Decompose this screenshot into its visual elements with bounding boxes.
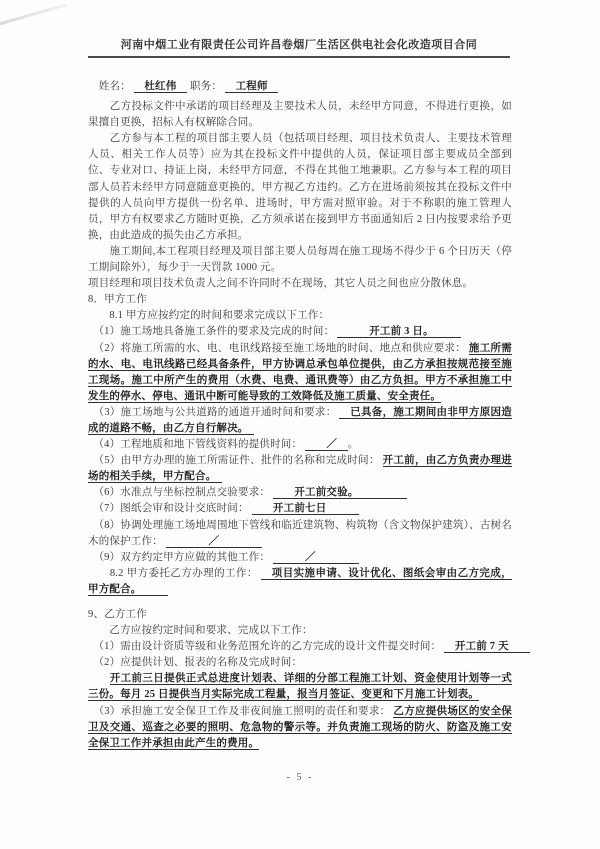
contract-paragraph <box>88 453 512 485</box>
document-header <box>88 36 510 58</box>
filled-in-value: 已具备，施工期间由非甲方原因造成的道路不畅，由乙方自行解决。 <box>88 406 512 434</box>
contract-text: （5）由甲方办理的施工所需证件、批件的名称和完成时间： <box>88 455 383 467</box>
contract-paragraph <box>88 324 512 340</box>
filled-in-value: 乙方应提供场区的安全保卫及交通、巡查之必要的照明、危急物的警示等。并负责施工现场的防火、防盗及施工安全保卫工作并承担由此产生的费用。 <box>88 705 513 749</box>
contract-paragraph <box>88 655 512 671</box>
contract-text: 职务： <box>187 81 225 92</box>
contract-paragraph <box>88 639 531 655</box>
page-number: - 5 - <box>286 772 314 783</box>
contract-paragraph <box>88 566 512 598</box>
filled-in-value: 开工前三日提供正式总进度计划表、详细的分部工程施工计划、资金使用计划等一式三份。每月 25 日提供当月实际完成工程量，报当月签证、变更和下月施工计划表。 <box>88 673 512 701</box>
contract-paragraph <box>88 341 512 405</box>
contract-paragraph <box>88 405 512 437</box>
contract-paragraph <box>88 99 512 131</box>
contract-paragraph <box>88 485 512 501</box>
contract-text: 8.2 甲方委托乙方办理的工作： <box>88 567 261 579</box>
contract-text: 9、乙方工作 <box>88 609 147 620</box>
contract-paragraph <box>88 437 512 453</box>
contract-text: （6）水准点与坐标控制点交验要求： <box>88 487 273 499</box>
scan-artifact <box>0 3 67 27</box>
contract-text: （3）施工场地与公共道路的通道开通时间和要求： <box>88 406 340 418</box>
contract-paragraph <box>88 276 512 292</box>
filled-in-value: 工程师 <box>224 81 279 92</box>
contract-text: （2）应提供计划、报表的名称及完成时间： <box>88 657 303 669</box>
filled-in-value: 开工前七日 <box>251 503 359 515</box>
contract-text: 乙方参与本工程的项目部主要人员（包括项目经理、项目技术负责人、主要技术管理人员、相关工作人员等）应为其在投标文件中提供的人员，保证项目部主要成员全部到位、专业对口、持证上岗，未经甲方同意，不得在其他工地兼职。乙方参与本工程的项目部人员若未经甲方同意随意更换的，甲方视乙方违约。乙方在进场前须按其在投标文件中提供的人员向甲方提供一份名单、进场时，甲方需对照审验。对于不称职的施工管理人员，甲方有权要求乙方随时更换，乙方须承诺在接到甲方书面通知后 2 日内按要求给予更换，由此造成的损失由乙方承担。 <box>88 133 512 241</box>
contract-paragraph <box>88 518 512 550</box>
filled-in-value: 开工前交验。 <box>272 487 407 499</box>
contract-text: 项目经理和项目技术负责人之间不许同时不在现场，其它人员之间也应分散休息。 <box>88 278 474 290</box>
contract-text: 。 <box>347 439 359 451</box>
contract-paragraph <box>88 79 512 95</box>
contract-text <box>88 673 110 684</box>
contract-paragraph <box>88 131 512 244</box>
filled-in-value: 施工所需的水、电、电讯线路已经具备条件，甲方协调总承包单位提供，由乙方承担按规范接至施工现场。施工中所产生的费用（水费、电费、通讯费等）由乙方负担。甲方不承担施工中发生的停水、停电、通讯中断可能导致的工效降低及施工质量、安全责任。 <box>88 342 512 402</box>
contract-paragraph <box>88 501 512 517</box>
contract-text: （9）双方约定甲方应做的其他工作： <box>88 551 273 563</box>
filled-in-value: 杜红伟 <box>133 81 188 92</box>
document-title: 河南中烟工业有限责任公司许昌卷烟厂生活区供电社会化改造项目合同 <box>120 39 478 51</box>
contract-text: 8．甲方工作 <box>88 294 147 306</box>
contract-paragraph <box>88 550 512 566</box>
contract-paragraph <box>88 671 512 703</box>
filled-in-value: ／ <box>165 535 263 547</box>
contract-paragraph <box>88 623 512 639</box>
contract-text: 乙方投标文件中承诺的项目经理及主要技术人员，未经甲方同意，不得进行更换，如果擅自更换，招标人有权解除合同。 <box>88 101 512 129</box>
contract-text: （3）承担施工安全保卫工作及非夜间施工照明的责任和要求： <box>88 705 394 717</box>
contract-text: （4）工程地质和地下管线资料的提供时间： <box>88 439 306 451</box>
contract-paragraph <box>88 607 512 623</box>
contract-text: （2）将施工所需的水、电、电讯线路接至施工场地的时间、地点和供应要求： <box>88 342 469 354</box>
contract-text: （8）协调处理施工场地周围地下管线和临近建筑物、构筑物（含文物保护建筑）、古树名木的保护工作： <box>88 519 512 547</box>
filled-in-value: 项目实施申请、设计优化、图纸会审由乙方完成，甲方配合。 <box>88 567 512 595</box>
contract-text: （1）施工场地具备施工条件的要求及完成的时间： <box>88 326 338 338</box>
contract-text: （1）需由设计资质等级和业务范围允许的乙方完成的设计文件提交时间： <box>88 641 445 653</box>
filled-in-value: 开工前 3 日。 <box>337 326 461 338</box>
contract-body <box>88 79 531 752</box>
contract-text: （7）图纸会审和设计交底时间： <box>88 503 252 515</box>
contract-text: 8.1 甲方应按约定的时间和要求完成以下工作： <box>88 310 330 322</box>
contract-text: 施工期间,本工程项目经理及项目部主要人员每周在施工现场不得少于 6 个日历天（停工期间除外），每少于一天罚款 1000 元。 <box>88 245 512 274</box>
contract-paragraph <box>88 704 512 752</box>
contract-paragraph <box>88 292 512 308</box>
filled-in-value: 开工前，由乙方负责办理进场的相关手续，甲方配合。 <box>88 455 512 483</box>
contract-text: 乙方应按约定时间和要求、完成以下工作： <box>88 625 313 637</box>
filled-in-value: 开工前 7 天 <box>444 641 531 653</box>
contract-paragraph <box>88 244 512 276</box>
filled-in-value: ／ <box>305 439 348 451</box>
contract-text: 姓名： <box>88 81 134 92</box>
filled-in-value: ／ <box>272 551 359 563</box>
contract-paragraph <box>88 308 512 324</box>
